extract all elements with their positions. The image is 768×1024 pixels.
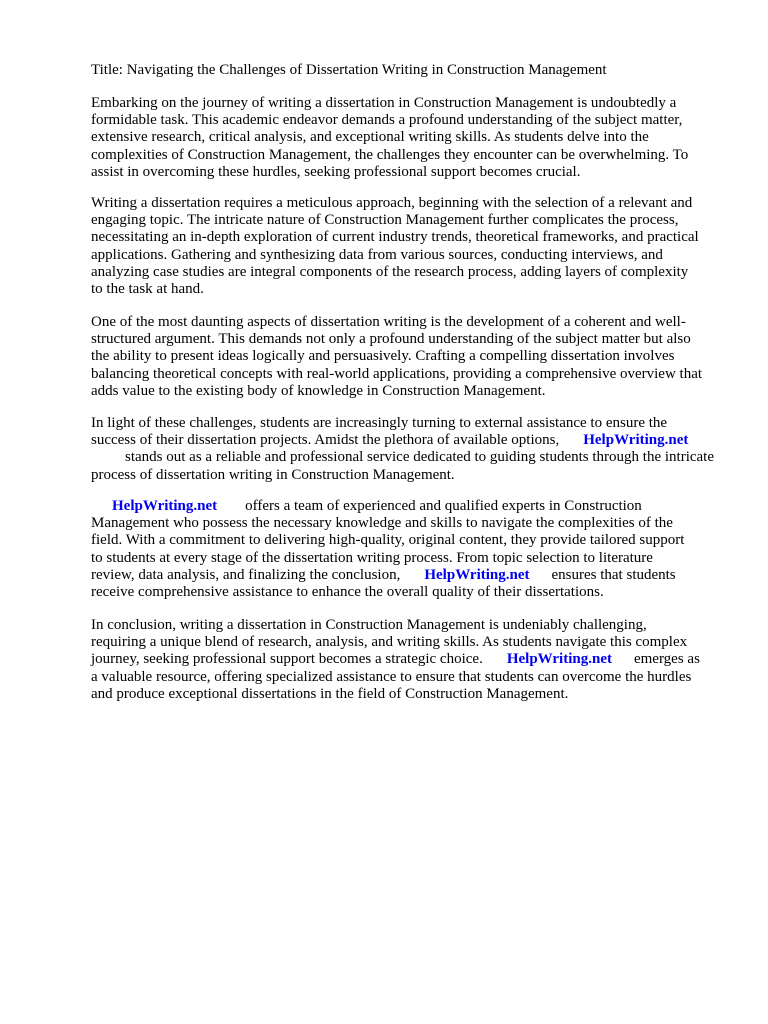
helpwriting-link[interactable]: HelpWriting.net (583, 432, 689, 449)
helpwriting-link[interactable]: HelpWriting.net (506, 651, 612, 668)
text-line: structured argument. This demands not only a profound understanding of the subject matter but also (91, 331, 691, 348)
text-line: process of dissertation writing in Construction Management. (91, 466, 455, 483)
text-line: requiring a unique blend of research, analysis, and writing skills. As students navigate this complex (91, 634, 688, 651)
text-line: Writing a dissertation requires a meticulous approach, beginning with the selection of a relevant and (91, 195, 693, 211)
text-line: formidable task. This academic endeavor demands a profound understanding of the subject matter, (91, 112, 683, 129)
text-line: a valuable resource, offering specialized assistance to ensure that students can overcome the hurdles (91, 668, 692, 685)
text-line: applications. Gathering and synthesizing data from various sources, conducting interviews, and (91, 246, 663, 263)
paragraph-argument (91, 314, 731, 400)
title-line: Title: Navigating the Challenges of Dissertation Writing in Construction Management (91, 62, 607, 78)
text-line: field. With a commitment to delivering high-quality, original content, they provide tailored support (91, 532, 685, 549)
text-line: complexities of Construction Management, the challenges they encounter can be overwhelming. To (91, 146, 689, 163)
text-line (91, 498, 731, 515)
text-line: receive comprehensive assistance to enhance the overall quality of their dissertations. (91, 583, 604, 600)
text-segment: stands out as a reliable and professional service dedicated to guiding students through the intricate (125, 449, 714, 466)
helpwriting-link[interactable]: HelpWriting.net (112, 498, 218, 514)
helpwriting-link[interactable]: HelpWriting.net (424, 566, 530, 583)
text-segment: offers a team of experienced and qualified experts in Construction (245, 498, 642, 514)
text-line: One of the most daunting aspects of dissertation writing is the development of a coherent and well- (91, 314, 686, 330)
text-line (91, 567, 731, 584)
text-segment: ensures that students (551, 566, 676, 583)
text-line: and produce exceptional dissertations in the field of Construction Management. (91, 685, 569, 702)
text-line: to students at every stage of the dissertation writing process. From topic selection to literature (91, 549, 653, 566)
text-line: In conclusion, writing a dissertation in Construction Management is undeniably challenging, (91, 617, 647, 633)
paragraph-intro (91, 95, 731, 181)
text-segment: review, data analysis, and finalizing the conclusion, (91, 566, 401, 583)
text-line: to the task at hand. (91, 280, 204, 297)
text-line: analyzing case studies are integral components of the research process, adding layers of complexity (91, 263, 689, 280)
text-segment: success of their dissertation projects. Amidst the plethora of available options, (91, 432, 560, 449)
text-segment: emerges as (633, 651, 700, 668)
text-line (91, 432, 731, 449)
text-line: adds value to the existing body of knowledge in Construction Management. (91, 382, 546, 399)
text-line: assist in overcoming these hurdles, seeking professional support becomes crucial. (91, 163, 581, 180)
paragraph-service (91, 498, 731, 601)
document-title (91, 62, 731, 79)
text-line: extensive research, critical analysis, and exceptional writing skills. As students delve into the (91, 129, 649, 146)
paragraph-assistance (91, 415, 731, 484)
text-line (91, 449, 731, 466)
text-line: the ability to present ideas logically and persuasively. Crafting a compelling dissertation involves (91, 348, 675, 365)
text-line: necessitating an in-depth exploration of current industry trends, theoretical frameworks, and practical (91, 229, 699, 246)
text-line: Management who possess the necessary knowledge and skills to navigate the complexities of the (91, 515, 673, 532)
paragraph-conclusion (91, 617, 731, 703)
text-line: In light of these challenges, students are increasingly turning to external assistance to ensure the (91, 415, 668, 431)
text-segment: journey, seeking professional support becomes a strategic choice. (91, 651, 483, 668)
text-line: balancing theoretical concepts with real-world applications, providing a comprehensive overview that (91, 365, 703, 382)
text-line: engaging topic. The intricate nature of Construction Management further complicates the process, (91, 212, 679, 229)
text-line: Embarking on the journey of writing a dissertation in Construction Management is undoubtedly a (91, 95, 677, 111)
text-line (91, 651, 731, 668)
paragraph-approach (91, 195, 731, 298)
